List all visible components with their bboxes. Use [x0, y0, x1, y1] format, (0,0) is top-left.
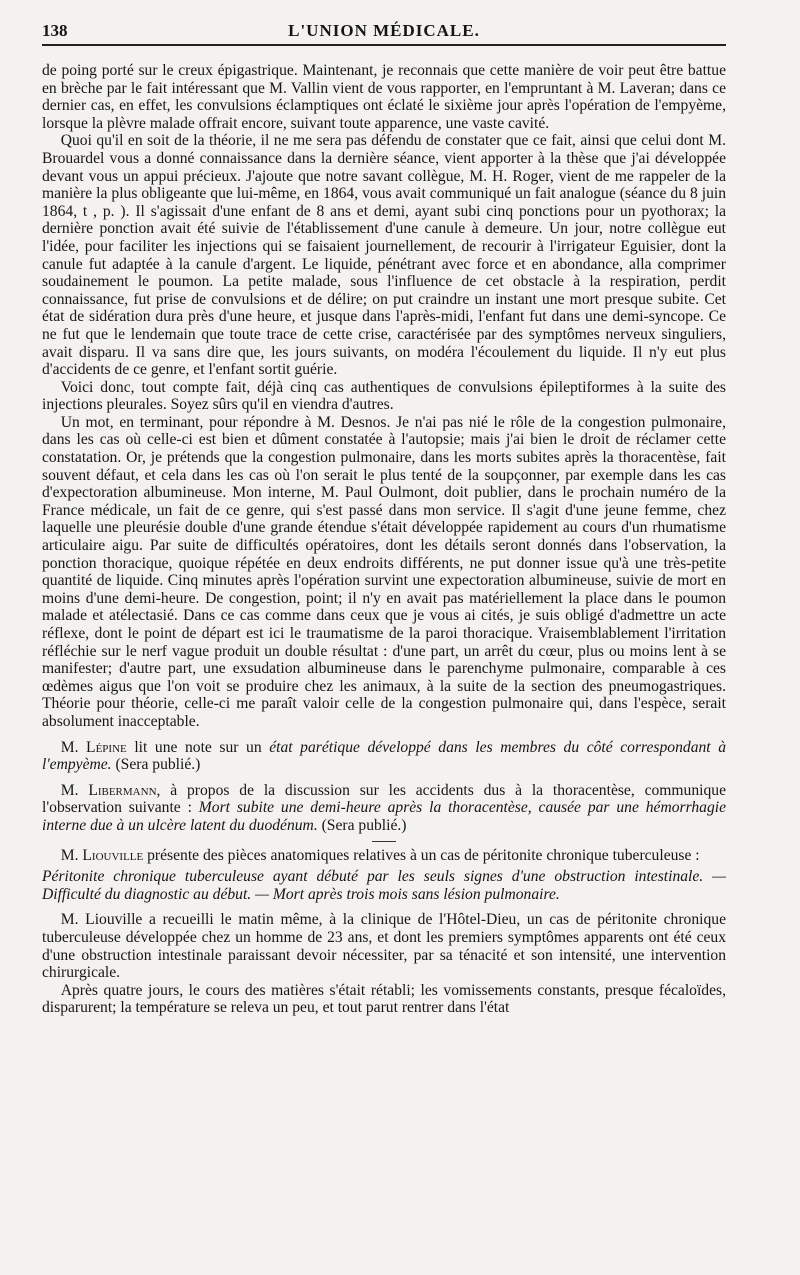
entry-note: (Sera publié.): [111, 756, 201, 774]
paragraph-case-intro: M. Liouville a recueilli le matin même, à la clinique de l'Hôtel-Dieu, un cas de péritonite chronique tuberculeuse développée chez un homme de 23 ans, et dont les premiers symptômes apparents ont été ceux d'une obstruction intestinale paraissant devoir nécessiter, par sa ténacité et son intensité, une intervention chirurgicale.: [42, 911, 726, 982]
paragraph-roger-case: Quoi qu'il en soit de la théorie, il ne me sera pas défendu de constater que ce fait, ainsi que celui dont M. Brouardel vous a donné connaissance dans la dernière séance, vient apporter à la thèse que j'ai développée devant vous un appui précieux. J'ajoute que notre savant collègue, M. H. Roger, vient de me rappeler de la manière la plus obligeante que lui-même, en 1864, vous avait communiqué un fait analogue (séance du 8 juin 1864, t , p. ). Il s'agissait d'une enfant de 8 ans et demi, ayant subi cinq ponctions pour un pyothorax; la dernière ponction avait été suivie de l'établissement d'une canule à demeure. Un jour, notre collègue eut l'idée, pour faciliter les injections qui se faisaient journellement, de recourir à l'irrigateur Eguisier, dont la canule fut adaptée à la canule d'argent. Le liquide, pénétrant avec force et en abondance, alla comprimer soudainement le poumon. La petite malade, sous l'influence de cet obstacle à la respiration, perdit connaissance, fut prise de convulsions et de délire; on put craindre un instant une mort presque subite. Cet état de sidération dura près d'une heure, et jusque dans l'après-midi, l'enfant fut dans une demi-syncope. Ce ne fut que le lendemain que toute trace de cette crise, caractérisée par des symptômes nerveux singuliers, avait disparu. Il va sans dire que, les jours suivants, on modéra l'écoulement du liquide. Il n'y eut plus d'accidents de ce genre, et l'enfant sortit guérie.: [42, 132, 726, 379]
paragraph-summary: Voici donc, tout compte fait, déjà cinq cas authentiques de convulsions épileptiformes à la suite des injections pleurales. Soyez sûrs qu'il en viendra d'autres.: [42, 378, 726, 414]
entry-libermann: [42, 782, 726, 835]
page-header: [42, 18, 726, 46]
entry-text: , à propos de la discussion sur les accidents dus à la thoracentèse, communique l'observation suivante :: [42, 781, 726, 817]
entry-liouville: [42, 847, 726, 865]
article-body: [42, 62, 726, 1017]
page-number: 138: [42, 21, 68, 40]
entry-title: Mort subite une demi-heure après la thoracentèse, causée par une hémorrhagie interne due à un ulcère latent du duodénum.: [42, 799, 726, 834]
entry-note: (Sera publié.): [317, 816, 407, 834]
speaker-name: M. Libermann: [60, 781, 157, 799]
paragraph-case-course: Après quatre jours, le cours des matières s'était rétabli; les vomissements constants, presque fécaloïdes, disparurent; la température se releva un peu, et tout parut rentrer dans l'état: [42, 981, 726, 1017]
speaker-name: M. Liouville: [60, 846, 144, 864]
entry-lepine: [42, 739, 726, 774]
running-title: L'UNION MÉDICALE.: [288, 21, 480, 40]
paragraph-reply-desnos: Un mot, en terminant, pour répondre à M. Desnos. Je n'ai pas nié le rôle de la congestion pulmonaire, dans les cas où celle-ci est bien et dûment constatée à l'autopsie; mais j'ai bien le droit de réclamer cette constatation. Or, je prétends que la congestion pulmonaire, dans les morts subites après la thoracentèse, fait souvent défaut, et cela dans les cas où l'on serait le plus tenté de la soupçonner, par exemple dans les cas d'expectoration albumineuse. Mon interne, M. Paul Oulmont, doit publier, dans le prochain numéro de la France médicale, un fait de ce genre, qui s'est passé dans mon service. Il s'agit d'une jeune femme, chez laquelle une pleurésie double d'une grande étendue s'était développée rapidement au cours d'un rhumatisme articulaire aigu. Par suite de difficultés opératoires, dont les détails seront donnés dans l'observation, la ponction thoracique, quoique répétée en deux endroits différents, ne put donner issue qu'à une très-petite quantité de liquide. Cinq minutes après l'opération survint une expectoration albumineuse, suivie de mort en moins d'une demi-heure. De congestion, point; il n'y en avait pas matériellement la place dans le poumon malade et atélectasié. Dans ce cas comme dans ceux que je vous ai cités, je suis obligé d'admettre un acte réflexe, dont le point de départ est ici le traumatisme de la paroi thoracique. Vraisemblablement l'irritation réfléchie sur le nerf vague produit un double résultat : d'une part, un arrêt du cœur, plus ou moins lent à se manifester; d'autre part, une exsudation albumineuse dans le parenchyme pulmonaire, comparable à ces œdèmes aigus que l'on voit se produire chez les animaux, à la suite de la section des pneumogastriques. Théorie pour théorie, celle-ci me paraît valoir celle de la congestion pulmonaire qui, dans l'espèce, serait absolument inacceptable.: [42, 413, 726, 730]
section-divider: [372, 841, 396, 842]
paragraph-continuation: de poing porté sur le creux épigastrique. Maintenant, je reconnais que cette manière de voir peut être battue en brèche par le fait intéressant que M. Vallin vient de vous rapporter, en l'empruntant à M. Laveran; dans ce dernier cas, en effet, les convulsions éclamptiques ont éclaté le sixième jour après l'opération de l'empyème, lorsque la plèvre malade offrait encore, suivant toute apparence, une vaste cavité.: [42, 62, 726, 132]
case-subheading: Péritonite chronique tuberculeuse ayant débuté par les seuls signes d'une obstruction intestinale. — Difficulté du diagnostic au début. — Mort après trois mois sans lésion pulmonaire.: [42, 868, 726, 903]
entry-title: état parétique développé dans les membres du côté correspondant à l'empyème.: [42, 738, 726, 774]
speaker-name: M. Lépine: [60, 738, 127, 756]
entry-text: lit une note sur un: [126, 738, 270, 756]
entry-text: présente des pièces anatomiques relatives à un cas de péritonite chronique tuberculeuse :: [143, 846, 700, 864]
